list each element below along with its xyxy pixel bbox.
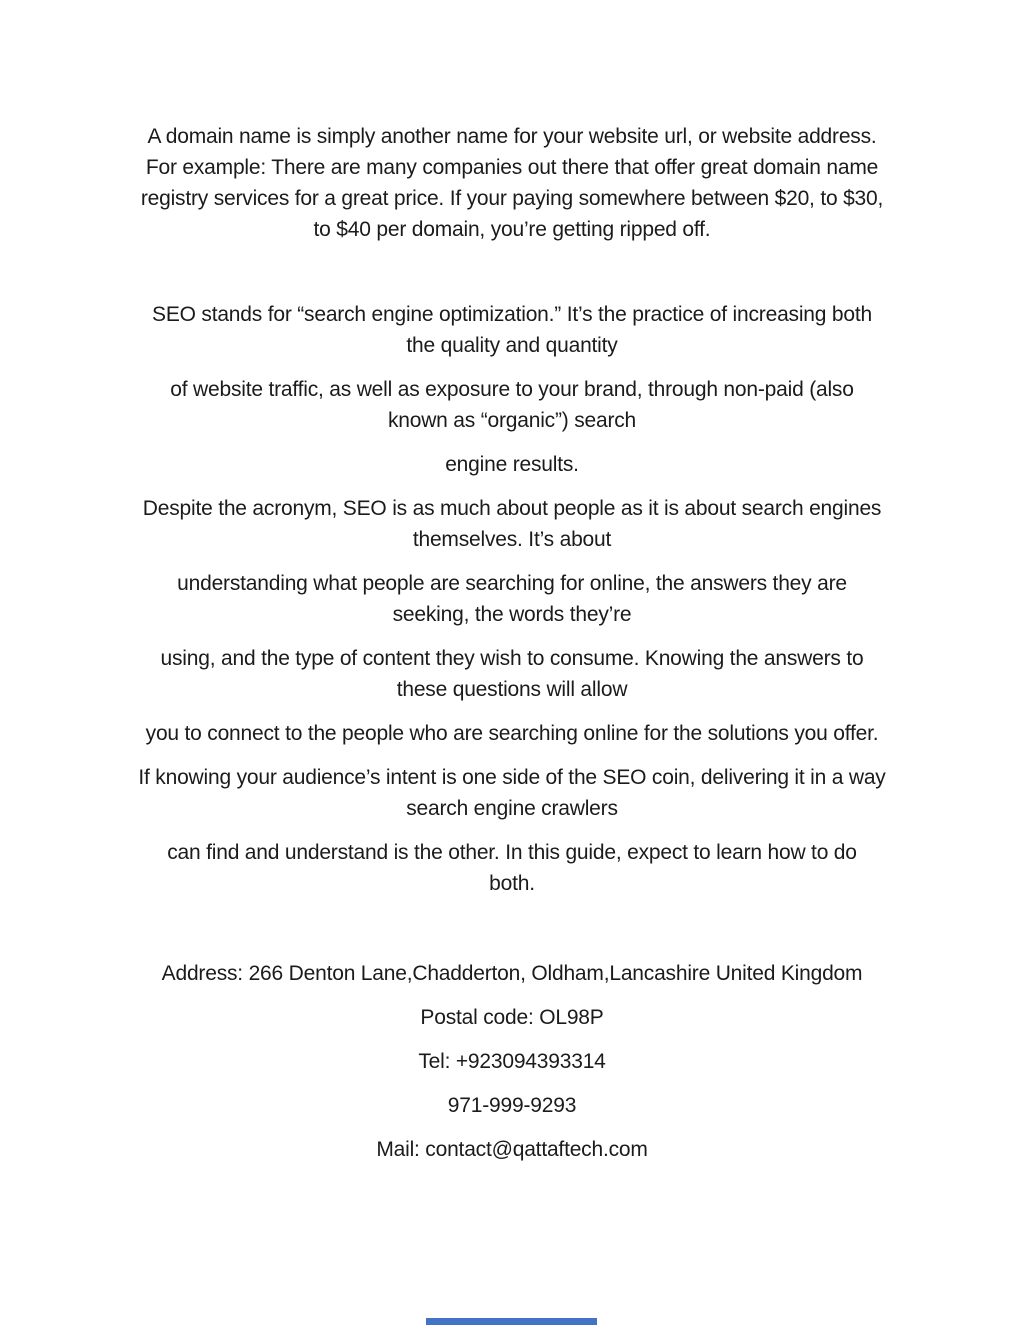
text-line: seeking, the words they’re bbox=[392, 603, 632, 626]
contact-postal-code bbox=[82, 1002, 942, 1033]
contact-address-text: Address: 266 Denton Lane,Chadderton, Oldham,Lancashire United Kingdom bbox=[161, 962, 863, 985]
paragraph-seo-definition bbox=[82, 299, 942, 361]
text-line: registry services for a great price. If your paying somewhere between $20, to $30, bbox=[140, 187, 884, 210]
text-line: engine results. bbox=[445, 453, 579, 476]
contact-postal-code-text: Postal code: OL98P bbox=[420, 1006, 604, 1029]
text-line: both. bbox=[489, 872, 535, 895]
paragraph-connect-people bbox=[82, 718, 942, 749]
text-line: known as “organic”) search bbox=[387, 409, 637, 432]
paragraph-guide-expect bbox=[82, 837, 942, 899]
text-line: using, and the type of content they wish to consume. Knowing the answers to bbox=[160, 647, 864, 670]
text-line: For example: There are many companies out there that offer great domain name bbox=[145, 156, 879, 179]
section-gap bbox=[82, 912, 942, 958]
paragraph-despite-acronym bbox=[82, 493, 942, 555]
paragraph-content-type bbox=[82, 643, 942, 705]
bottom-accent-bar bbox=[426, 1318, 597, 1325]
text-line: Despite the acronym, SEO is as much about people as it is about search engines bbox=[142, 497, 882, 520]
paragraph-website-traffic bbox=[82, 374, 942, 436]
text-line: SEO stands for “search engine optimization.” It’s the practice of increasing both bbox=[152, 303, 872, 326]
text-line: these questions will allow bbox=[396, 678, 628, 701]
text-column bbox=[82, 121, 942, 1165]
contact-mail bbox=[82, 1134, 942, 1165]
text-line: themselves. It’s about bbox=[412, 528, 612, 551]
contact-phone-alt-text: 971-999-9293 bbox=[447, 1094, 577, 1117]
text-line: you to connect to the people who are searching online for the solutions you offer. bbox=[145, 722, 879, 745]
text-line: If knowing your audience’s intent is one side of the SEO coin, delivering it in a way bbox=[138, 766, 886, 789]
contact-block bbox=[82, 958, 942, 1165]
text-line: of website traffic, as well as exposure to your brand, through non-paid (also bbox=[170, 378, 854, 401]
text-line: can find and understand is the other. In this guide, expect to learn how to do bbox=[167, 841, 857, 864]
text-line: A domain name is simply another name for your website url, or website address. bbox=[147, 125, 877, 148]
text-line: to $40 per domain, you’re getting ripped off. bbox=[313, 218, 711, 241]
contact-mail-text: Mail: contact@qattaftech.com bbox=[376, 1138, 648, 1161]
contact-phone-alt bbox=[82, 1090, 942, 1121]
paragraph-seo-coin bbox=[82, 762, 942, 824]
text-line: the quality and quantity bbox=[406, 334, 618, 357]
text-line: search engine crawlers bbox=[406, 797, 618, 820]
paragraph-understanding bbox=[82, 568, 942, 630]
contact-address bbox=[82, 958, 942, 989]
paragraph-domain-intro bbox=[82, 121, 942, 245]
paragraph-engine-results bbox=[82, 449, 942, 480]
paragraph-gap bbox=[82, 258, 942, 299]
text-line: understanding what people are searching for online, the answers they are bbox=[177, 572, 847, 595]
contact-tel-text: Tel: +923094393314 bbox=[418, 1050, 606, 1073]
contact-tel bbox=[82, 1046, 942, 1077]
